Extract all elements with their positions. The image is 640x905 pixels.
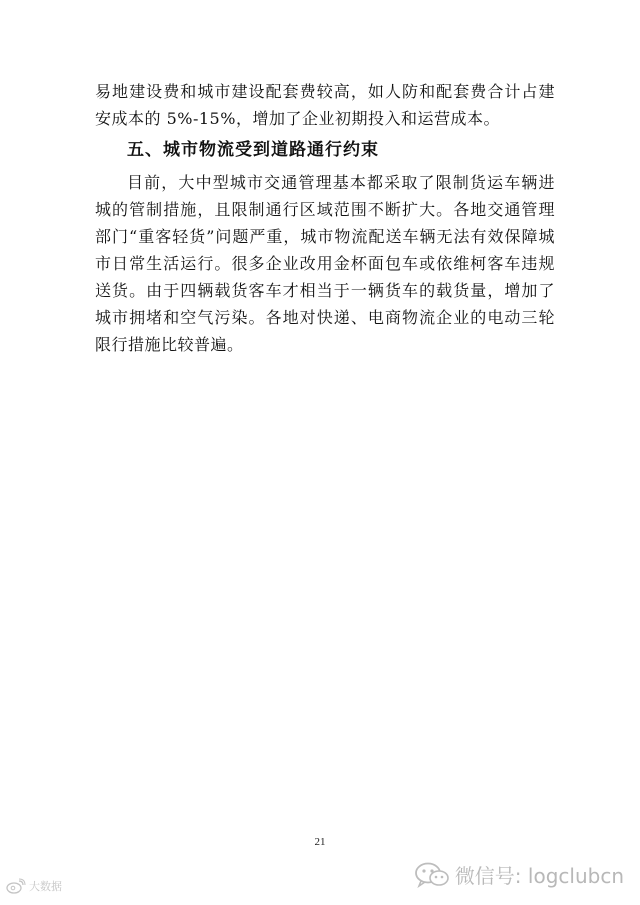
paragraph-traffic-restrictions: 目前，大中型城市交通管理基本都采取了限制货运车辆进城的管制措施，且限制通行区域范围不断扩大。各地交通管理部门“重客轻货”问题严重，城市物流配送车辆无法有效保障城市日常生活运行。很多企业改用金杯面包车或依维柯客车违规送货。由于四辆载货客车才相当于一辆货车的载货量，增加了城市拥堵和空气污染。各地对快递、电商物流企业的电动三轮限行措施比较普遍。 <box>95 173 555 354</box>
page-number: 21 <box>314 836 326 848</box>
wechat-watermark <box>415 860 624 889</box>
document-content <box>95 78 555 363</box>
wechat-id-text: 微信号: logclubcn <box>454 864 624 888</box>
section-heading-5: 五、城市物流受到道路通行约束 <box>127 140 379 160</box>
weibo-watermark <box>6 878 62 894</box>
weibo-icon <box>6 878 26 894</box>
wechat-icon <box>415 862 449 888</box>
paragraph-construction-costs: 易地建设费和城市建设配套费较高，如人防和配套费合计占建安成本的 5%-15%，增加了企业初期投入和运营成本。 <box>95 82 555 128</box>
weibo-watermark-text: 大数据 <box>29 880 62 893</box>
